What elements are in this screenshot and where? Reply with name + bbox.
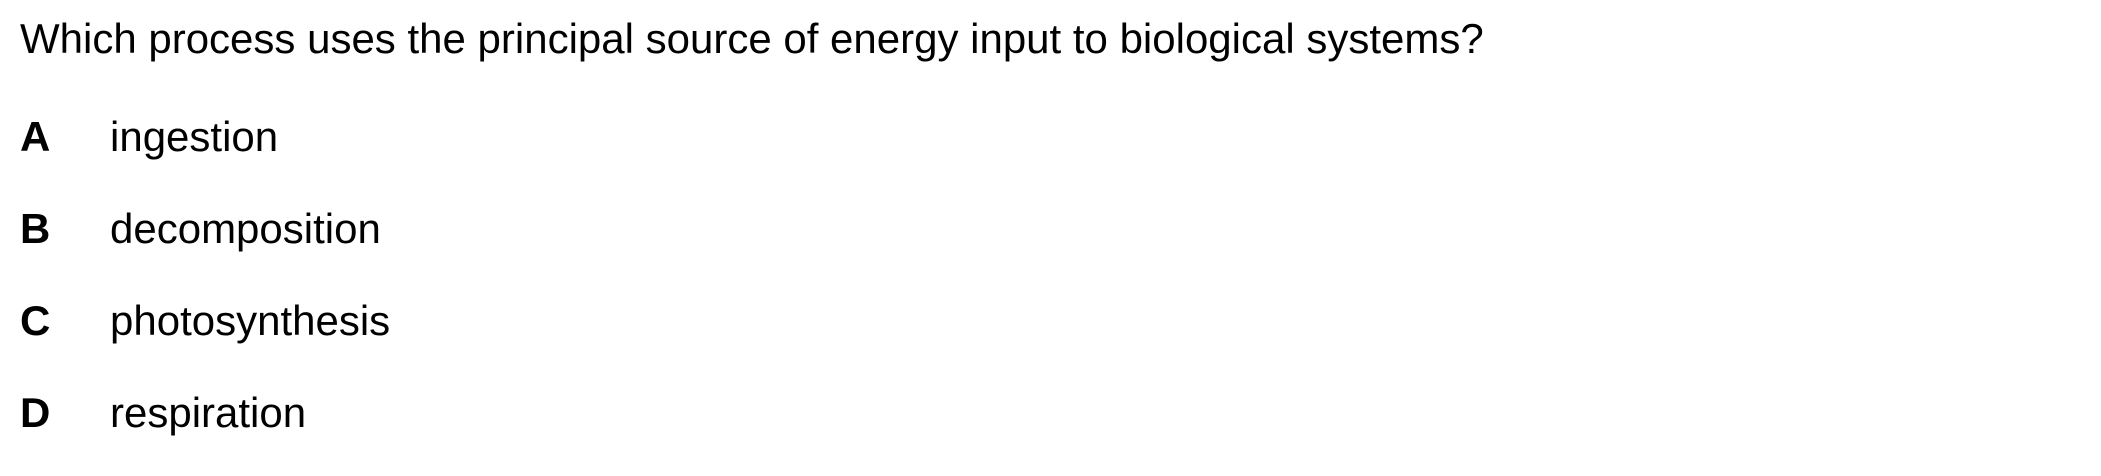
option-text: respiration [110,389,307,436]
option-letter: B [20,205,51,252]
option-b [20,200,390,292]
option-text: decomposition [110,205,381,252]
option-letter: C [20,297,51,344]
question-text: Which process uses the principal source of energy input to biological systems? [20,15,1484,62]
option-a [20,108,390,200]
option-d [20,384,390,476]
option-text: ingestion [110,113,279,160]
option-letter: A [20,113,51,160]
answer-options [20,108,390,476]
option-text: photosynthesis [110,297,391,344]
option-c [20,292,390,384]
option-letter: D [20,389,51,436]
